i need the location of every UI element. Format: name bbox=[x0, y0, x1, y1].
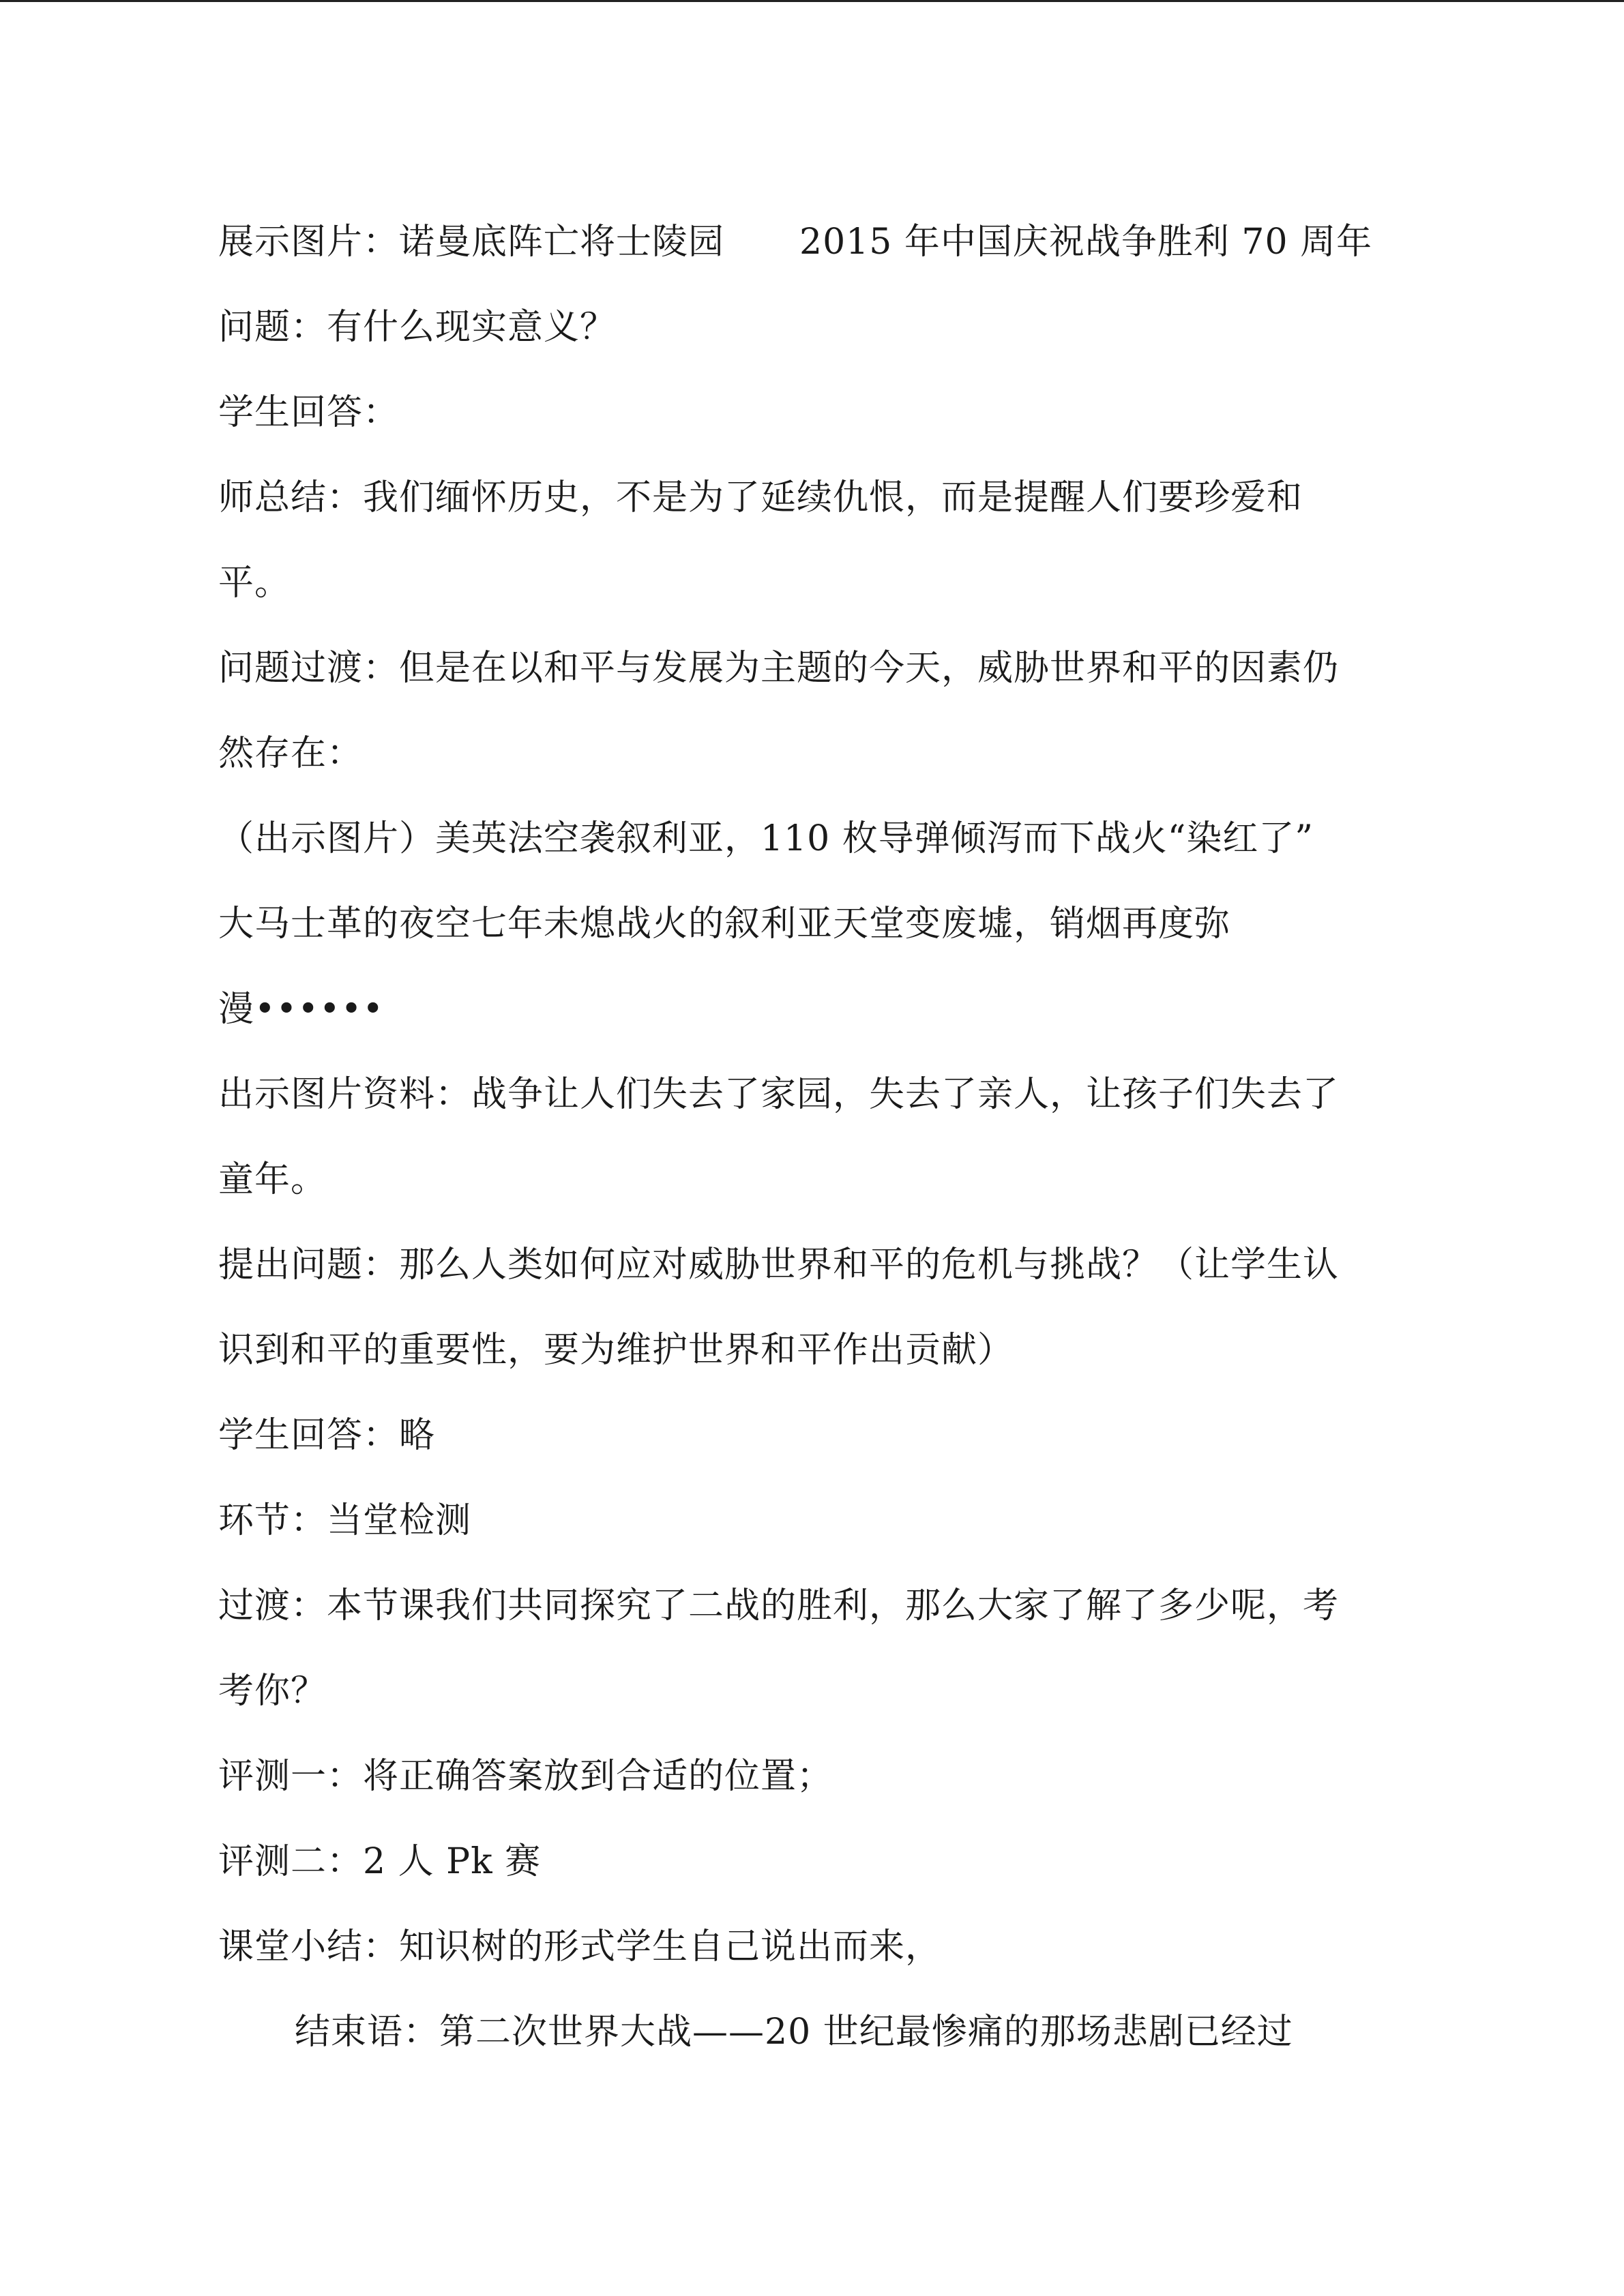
text-line-13: 提出问题：那么人类如何应对威胁世界和平的危机与挑战？（让学生认 bbox=[218, 1244, 1340, 1285]
text-line-21: 课堂小结：知识树的形式学生自己说出而来， bbox=[218, 1926, 942, 1967]
text-line-7: 然存在： bbox=[218, 733, 364, 774]
text-line-4: 师总结：我们缅怀历史，不是为了延续仇恨，而是提醒人们要珍爱和 bbox=[218, 477, 1303, 518]
text-line-11: 出示图片资料：战争让人们失去了家园，失去了亲人，让孩子们失去了 bbox=[218, 1074, 1340, 1115]
text-line-10: 漫•••••• bbox=[218, 989, 385, 1030]
document-body bbox=[218, 200, 1419, 2075]
text-line-22: 结束语：第二次世界大战——20 世纪最惨痛的那场悲剧已经过 bbox=[295, 2012, 1293, 2053]
text-line-17: 过渡：本节课我们共同探究了二战的胜利，那么大家了解了多少呢，考 bbox=[218, 1585, 1340, 1626]
text-line-15: 学生回答：略 bbox=[218, 1415, 436, 1456]
text-line-1-part-a: 展示图片：诺曼底阵亡将士陵园 bbox=[218, 222, 725, 263]
text-line-5: 平。 bbox=[218, 563, 291, 603]
text-line-18: 考你？ bbox=[218, 1671, 327, 1712]
text-line-14: 识到和平的重要性，要为维护世界和平作出贡献） bbox=[218, 1330, 1014, 1371]
text-line-1 bbox=[218, 200, 1419, 285]
text-line-9: 大马士革的夜空七年未熄战火的叙利亚天堂变废墟，销烟再度弥 bbox=[218, 904, 1231, 944]
text-line-8: （出示图片）美英法空袭叙利亚，110 枚导弹倾泻而下战火“染红了” bbox=[218, 818, 1314, 859]
text-line-3: 学生回答： bbox=[218, 392, 400, 433]
text-line-1-part-b: 2015 年中国庆祝战争胜利 70 周年 bbox=[799, 222, 1373, 263]
text-line-20: 评测二：2 人 Pk 赛 bbox=[218, 1841, 542, 1882]
text-line-19: 评测一：将正确答案放到合适的位置； bbox=[218, 1756, 833, 1797]
text-line-12: 童年。 bbox=[218, 1159, 327, 1200]
text-line-16: 环节：当堂检测 bbox=[218, 1500, 472, 1541]
text-line-6: 问题过渡：但是在以和平与发展为主题的今天，威胁世界和平的因素仍 bbox=[218, 648, 1340, 689]
text-line-2: 问题：有什么现实意义？ bbox=[218, 307, 617, 348]
